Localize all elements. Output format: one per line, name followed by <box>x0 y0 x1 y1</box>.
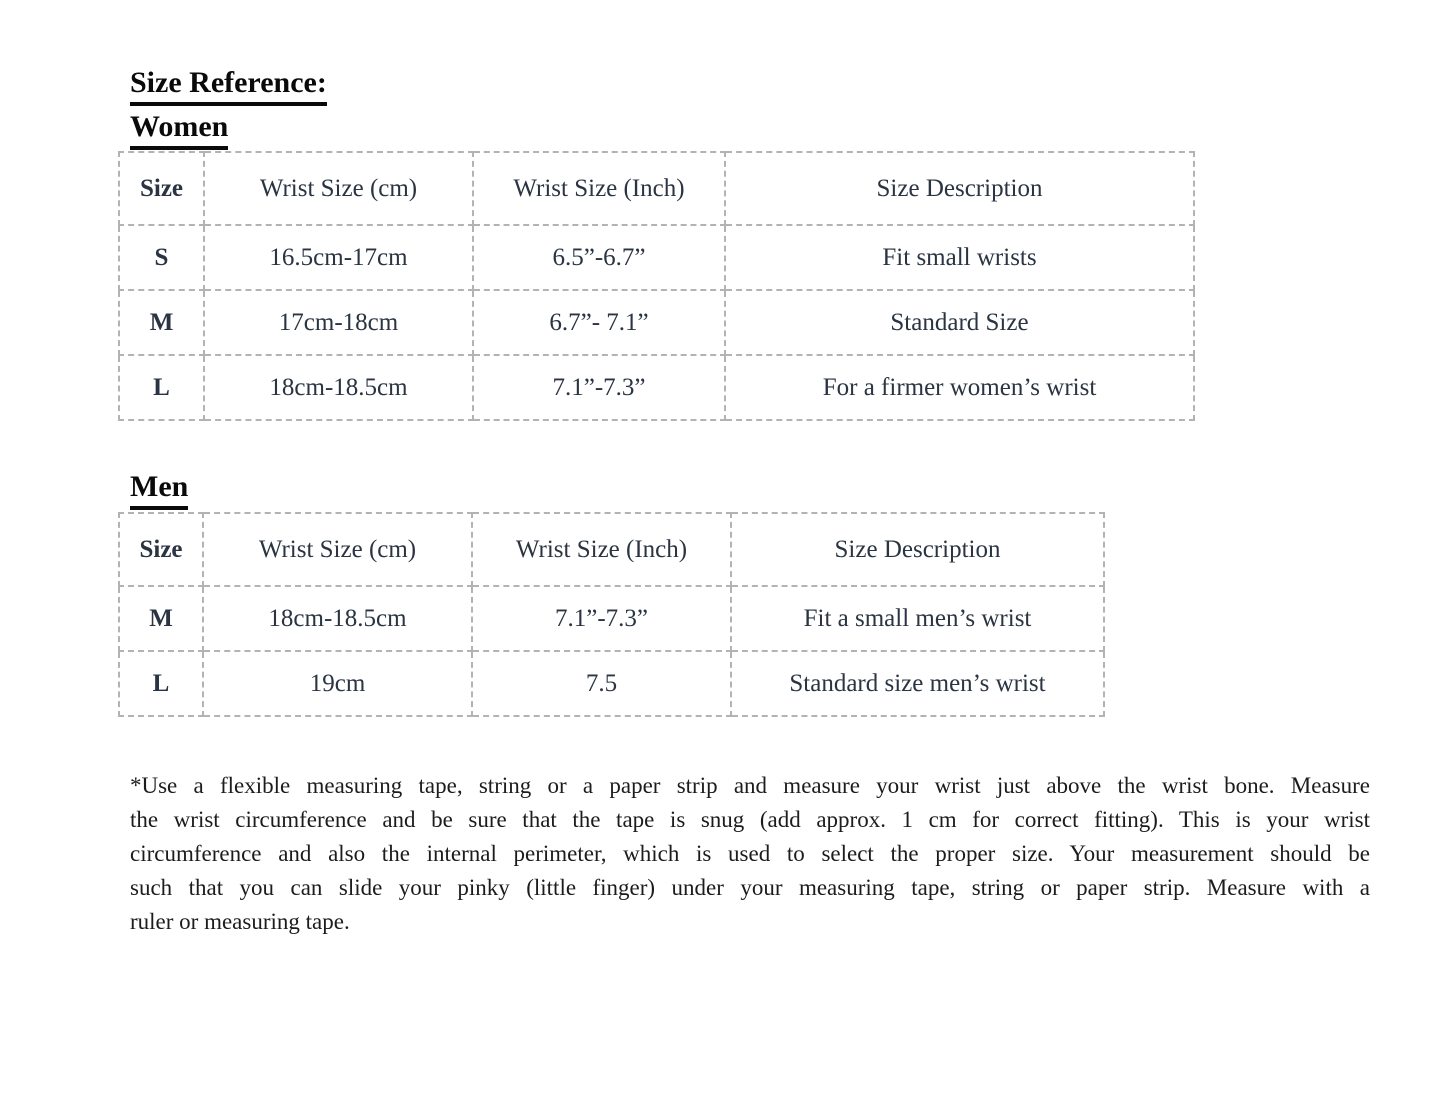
men-l-description-cell: Standard size men’s wrist <box>731 651 1104 716</box>
men-m-size-cell: M <box>119 586 203 651</box>
page-title <box>130 66 327 106</box>
women-table-row-s <box>119 225 1194 290</box>
men-section-heading <box>130 470 188 510</box>
men-section-heading-text: Men <box>130 470 188 510</box>
measurement-instructions-line: ruler or measuring tape. <box>130 909 350 934</box>
men-table-row-l <box>119 651 1104 716</box>
men-l-inch-cell: 7.5 <box>472 651 731 716</box>
women-m-description-cell: Standard Size <box>725 290 1194 355</box>
women-header-size: Size <box>119 152 204 225</box>
women-s-cm-cell: 16.5cm-17cm <box>204 225 473 290</box>
women-l-description-cell: For a firmer women’s wrist <box>725 355 1194 420</box>
men-m-cm-cell: 18cm-18.5cm <box>203 586 472 651</box>
women-table-header-row <box>119 152 1194 225</box>
men-m-description-cell: Fit a small men’s wrist <box>731 586 1104 651</box>
men-m-inch-cell: 7.1”-7.3” <box>472 586 731 651</box>
women-section-heading-text: Women <box>130 110 228 150</box>
women-header-description: Size Description <box>725 152 1194 225</box>
women-s-size-cell: S <box>119 225 204 290</box>
women-table-row-m <box>119 290 1194 355</box>
women-header-wrist-inch: Wrist Size (Inch) <box>473 152 725 225</box>
men-l-size-cell: L <box>119 651 203 716</box>
women-l-size-cell: L <box>119 355 204 420</box>
women-l-inch-cell: 7.1”-7.3” <box>473 355 725 420</box>
women-m-size-cell: M <box>119 290 204 355</box>
men-header-description: Size Description <box>731 513 1104 586</box>
women-size-table <box>118 151 1195 421</box>
men-table-header-row <box>119 513 1104 586</box>
women-l-cm-cell: 18cm-18.5cm <box>204 355 473 420</box>
measurement-instructions-line: *Use a flexible measuring tape, string or a paper strip and measure your wrist just above the wrist bone. Measure <box>130 773 1370 798</box>
men-header-size: Size <box>119 513 203 586</box>
women-s-description-cell: Fit small wrists <box>725 225 1194 290</box>
men-table-row-m <box>119 586 1104 651</box>
men-l-cm-cell: 19cm <box>203 651 472 716</box>
women-m-cm-cell: 17cm-18cm <box>204 290 473 355</box>
page-title-text: Size Reference: <box>130 66 327 106</box>
men-header-wrist-inch: Wrist Size (Inch) <box>472 513 731 586</box>
women-m-inch-cell: 6.7”- 7.1” <box>473 290 725 355</box>
measurement-instructions-line: circumference and also the internal perimeter, which is used to select the proper size. Your measurement should be <box>130 841 1370 866</box>
women-s-inch-cell: 6.5”-6.7” <box>473 225 725 290</box>
measurement-instructions-line: the wrist circumference and be sure that the tape is snug (add approx. 1 cm for correct fitting). This is your wrist <box>130 807 1370 832</box>
measurement-instructions <box>130 769 1370 939</box>
women-table-row-l <box>119 355 1194 420</box>
women-header-wrist-cm: Wrist Size (cm) <box>204 152 473 225</box>
men-header-wrist-cm: Wrist Size (cm) <box>203 513 472 586</box>
women-section-heading <box>130 110 228 150</box>
measurement-instructions-line: such that you can slide your pinky (little finger) under your measuring tape, string or paper strip. Measure with a <box>130 875 1370 900</box>
men-size-table <box>118 512 1105 717</box>
